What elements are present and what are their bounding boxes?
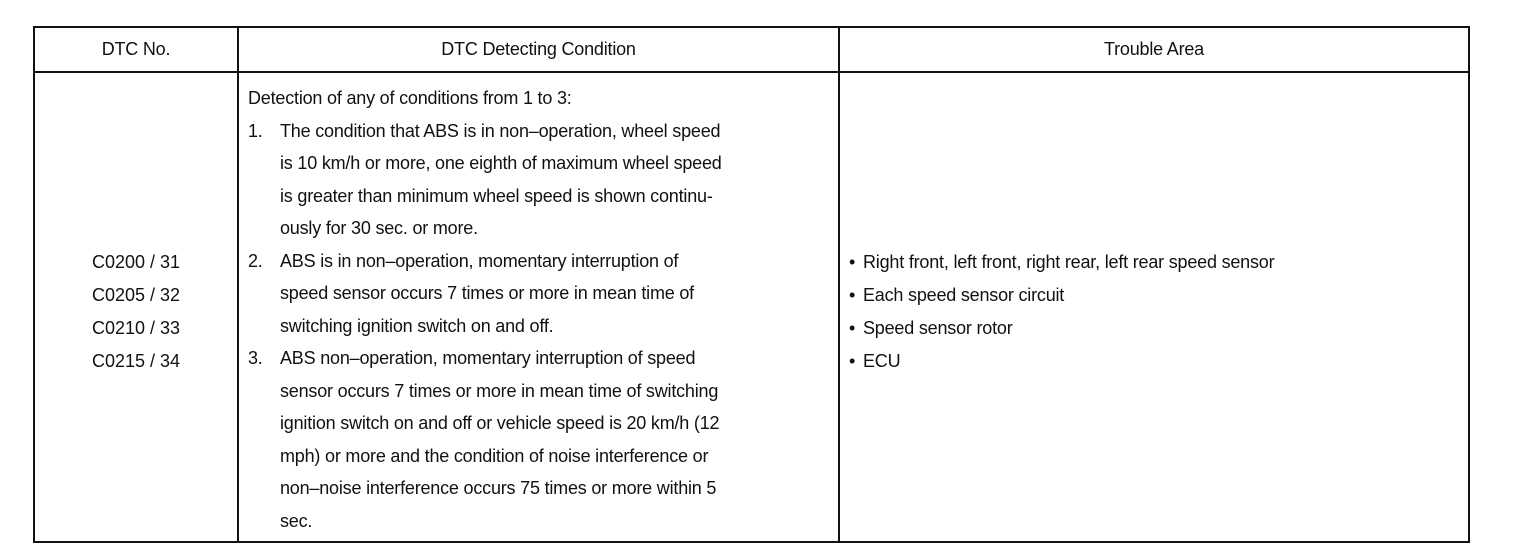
trouble-area-text: Each speed sensor circuit (863, 285, 1065, 305)
dtc-codes-cell (34, 72, 238, 542)
condition-line: ABS non–operation, momentary interruption of speed (280, 348, 696, 368)
condition-line: non–noise interference occurs 75 times or more within 5 (280, 478, 717, 498)
header-detecting-condition: DTC Detecting Condition (238, 27, 839, 72)
bullet-icon: • (849, 252, 856, 272)
condition-number: 3. (248, 348, 263, 368)
condition-text (280, 115, 828, 245)
header-dtc-no: DTC No. (34, 27, 238, 72)
condition-line: ignition switch on and off or vehicle speed is 20 km/h (12 (280, 413, 720, 433)
bullet-icon: • (849, 351, 856, 371)
condition-line: speed sensor occurs 7 times or more in mean time of (280, 283, 694, 303)
condition-line: ABS is in non–operation, momentary interruption of (280, 250, 679, 271)
trouble-area-item (849, 279, 1468, 312)
condition-text (280, 245, 828, 343)
condition-list (248, 115, 828, 538)
condition-line: The condition that ABS is in non–operation, wheel speed (280, 120, 721, 141)
dtc-code: C0200 / 31 (91, 252, 181, 272)
header-row (34, 27, 1469, 72)
bullet-icon: • (849, 318, 856, 338)
dtc-code: C0205 / 32 (91, 285, 181, 305)
trouble-area-text: Speed sensor rotor (863, 318, 1013, 338)
trouble-area-item (849, 345, 1468, 378)
dtc-code-list (35, 73, 237, 378)
bullet-icon: • (849, 285, 856, 305)
condition-text (280, 342, 828, 537)
condition-line: sec. (280, 510, 313, 531)
dtc-code: C0210 / 33 (91, 318, 181, 338)
condition-line: is 10 km/h or more, one eighth of maximum wheel speed (280, 153, 722, 173)
condition-intro: Detection of any of conditions from 1 to 3: (248, 88, 572, 108)
trouble-area-list (840, 73, 1468, 378)
condition-line: ously for 30 sec. or more. (280, 218, 478, 238)
trouble-area-text: ECU (863, 351, 901, 371)
dtc-table (33, 26, 1470, 543)
table-row (34, 72, 1469, 542)
condition-line: is greater than minimum wheel speed is shown continu- (280, 185, 713, 206)
detecting-condition-cell (238, 72, 839, 542)
trouble-area-text: Right front, left front, right rear, left rear speed sensor (863, 252, 1275, 272)
header-trouble-area: Trouble Area (839, 27, 1469, 72)
trouble-area-item (849, 312, 1468, 345)
condition-item-1 (248, 115, 828, 245)
condition-number: 1. (248, 120, 263, 141)
dtc-code: C0215 / 34 (91, 351, 181, 371)
condition-item-2 (248, 245, 828, 343)
condition-item-3 (248, 342, 828, 537)
condition-number: 2. (248, 250, 263, 271)
condition-line: switching ignition switch on and off. (280, 315, 554, 336)
condition-line: sensor occurs 7 times or more in mean time of switching (280, 380, 719, 401)
trouble-area-item (849, 246, 1468, 279)
condition-line: mph) or more and the condition of noise interference or (280, 445, 709, 466)
trouble-area-cell (839, 72, 1469, 542)
